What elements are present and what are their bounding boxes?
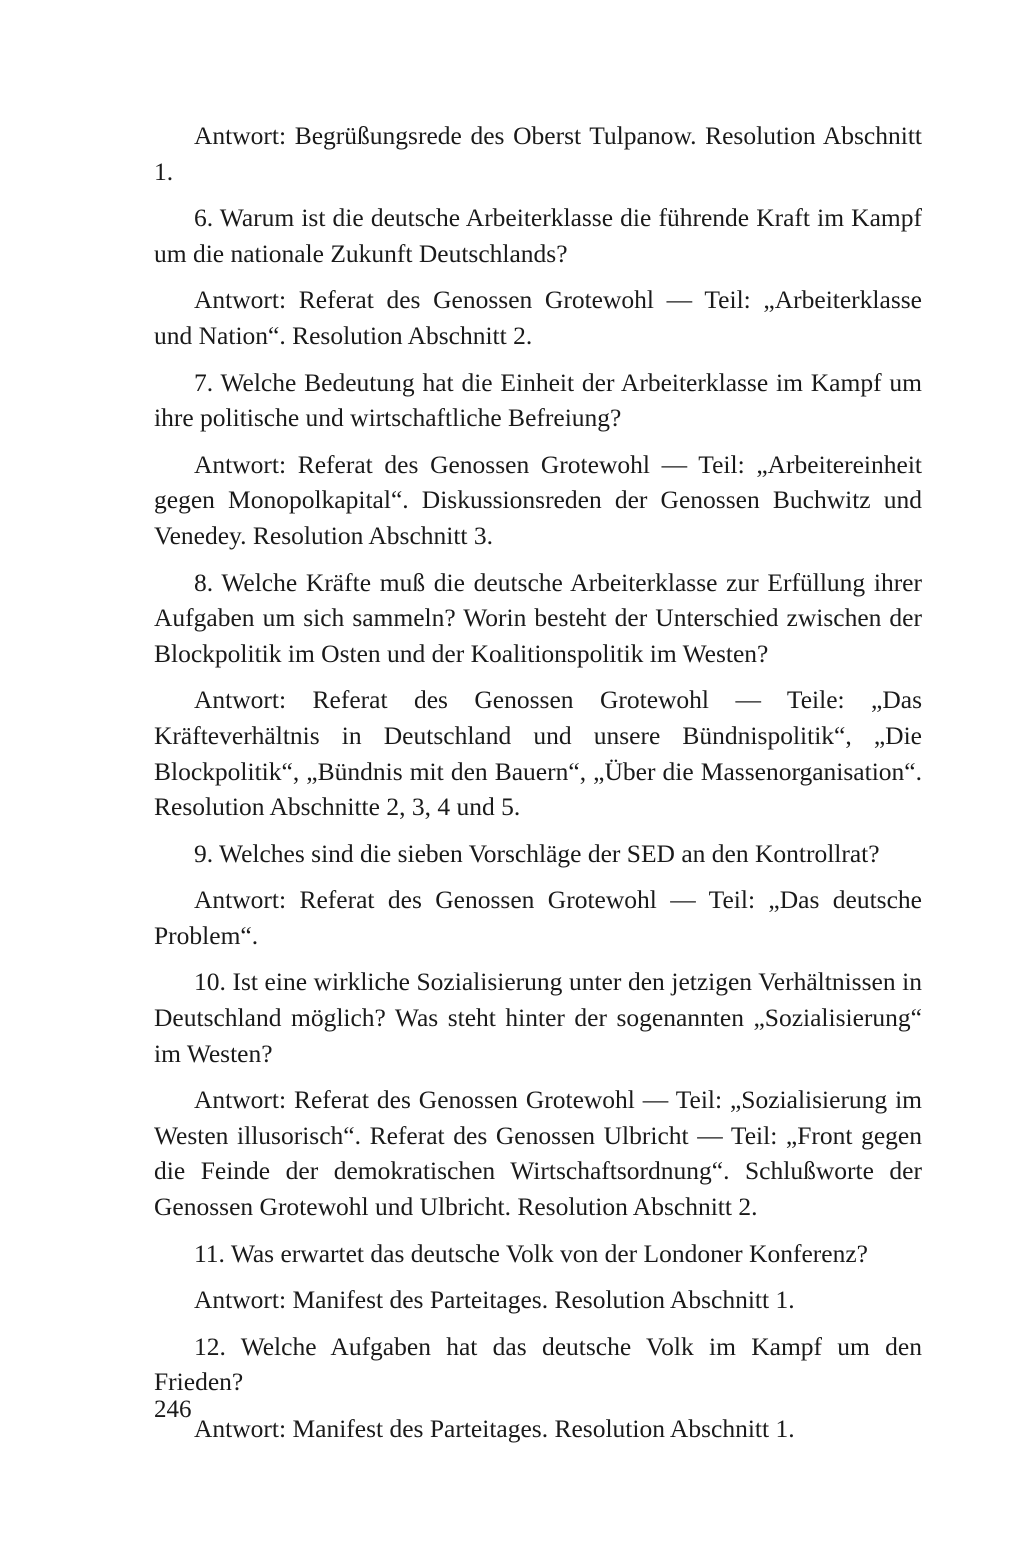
answer-paragraph: Antwort: Referat des Genossen Grotewohl — Teil: „Das deutsche Problem“.: [154, 885, 922, 950]
answer-paragraph: Antwort: Referat des Genossen Grotewohl — Teil: „Arbeitereinheit gegen Monopolkapital“. Diskussionsreden der Genossen Buchwitz und Venedey. Resolution Abschnitt 3.: [154, 449, 922, 550]
question-paragraph: 6. Warum ist die deutsche Arbeiterklasse die führende Kraft im Kampf um die nationale Zukunft Deutschlands?: [154, 203, 922, 268]
question-paragraph: 10. Ist eine wirkliche Sozialisierung unter den jetzigen Verhältnissen in Deutschland möglich? Was steht hinter der sogenannten „Sozialisierung“ im Westen?: [154, 967, 922, 1068]
answer-paragraph: Antwort: Referat des Genossen Grotewohl — Teil: „Sozialisierung im Westen illusorisch“. Referat des Genossen Ulbricht — Teil: „Front gegen die Feinde der demokratischen Wirtschaftsordnung“. Schlußworte der Genossen Grotewohl und Ulbricht. Resolution Abschnitt 2.: [154, 1085, 922, 1222]
answer-paragraph: Antwort: Manifest des Parteitages. Resolution Abschnitt 1.: [194, 1285, 795, 1315]
question-paragraph: 11. Was erwartet das deutsche Volk von der Londoner Konferenz?: [194, 1238, 868, 1268]
answer-paragraph: Antwort: Referat des Genossen Grotewohl — Teil: „Arbeiterklasse und Nation“. Resolution Abschnitt 2.: [154, 285, 922, 350]
question-paragraph: 8. Welche Kräfte muß die deutsche Arbeiterklasse zur Erfüllung ihrer Aufgaben um sich sammeln? Worin besteht der Unterschied zwischen der Blockpolitik im Osten und der Koalitionspolitik im Westen?: [154, 567, 922, 668]
answer-paragraph: Antwort: Referat des Genossen Grotewohl — Teile: „Das Kräfteverhältnis in Deutschland und unsere Bündnispolitik“, „Die Blockpolitik“, „Bündnis mit den Bauern“, „Über die Massenorganisation“. Resolution Abschnitte 2, 3, 4 und 5.: [154, 685, 922, 822]
page-body-text: [154, 118, 922, 1458]
answer-paragraph: Antwort: Begrüßungsrede des Oberst Tulpanow. Resolution Abschnitt 1.: [154, 121, 922, 186]
answer-paragraph: Antwort: Manifest des Parteitages. Resolution Abschnitt 1.: [194, 1414, 795, 1443]
page-number: 246: [154, 1396, 192, 1423]
question-paragraph: 7. Welche Bedeutung hat die Einheit der Arbeiterklasse im Kampf um ihre politische und wirtschaftliche Befreiung?: [154, 367, 922, 433]
question-paragraph: 12. Welche Aufgaben hat das deutsche Volk im Kampf um den Frieden?: [154, 1331, 922, 1397]
question-paragraph: 9. Welches sind die sieben Vorschläge der SED an den Kontrollrat?: [194, 838, 880, 868]
